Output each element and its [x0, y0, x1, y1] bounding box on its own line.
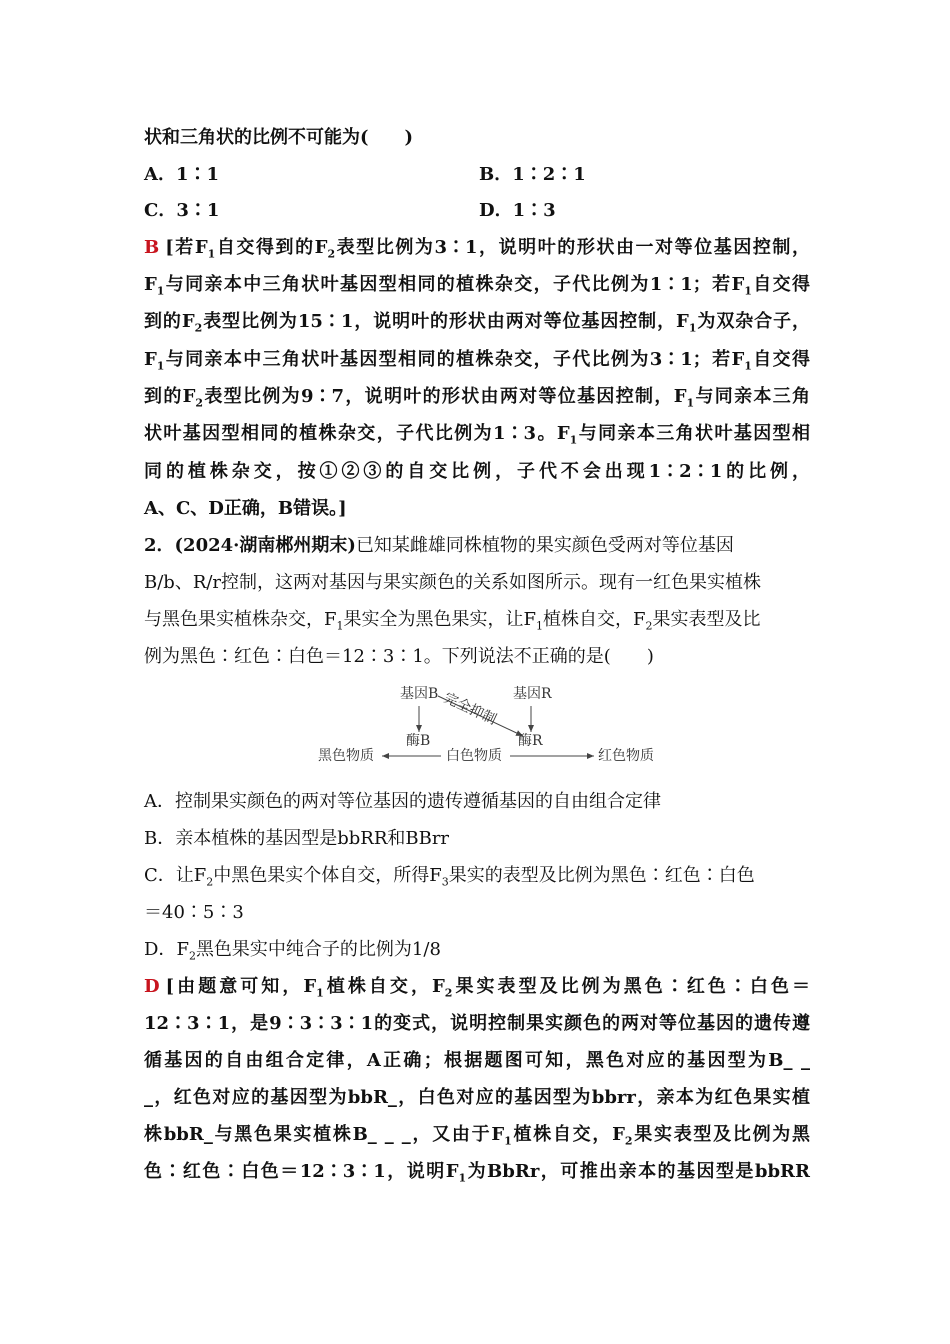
diagram-gene-r: 基因R: [513, 686, 552, 702]
q1-explanation-line-7: 同的植株杂交，按①②③的自交比例，子代不会出现1∶2∶1的比例，: [144, 461, 810, 482]
q2-explanation-line-4: _，红色对应的基因型为bbR_，白色对应的基因型为bbrr，亲本为红色果实植: [144, 1087, 810, 1108]
q2-explanation-line-6: 色∶红色∶白色＝12∶3∶1，说明$F_1$为BbRr，可推出亲本的基因型是bbRR: [144, 1161, 810, 1185]
q1-explanation-line-3: 到的$F_2$表型比例为15∶1，说明叶的形状由两对等位基因控制，$F_1$为双杂合子，: [144, 311, 811, 335]
q1-option-b: B．1∶2∶1: [479, 164, 586, 185]
q2-option-d: D．$F_2$黑色果实中纯合子的比例为1/8: [144, 939, 441, 963]
q1-explanation-line-2: $F_1$与同亲本中三角状叶基因型相同的植株杂交，子代比例为1∶1；若$F_1$自交得: [144, 274, 811, 298]
q1-explanation-line-4: $F_1$与同亲本中三角状叶基因型相同的植株杂交，子代比例为3∶1；若$F_1$自交得: [144, 349, 811, 373]
q1-answer-letter: B: [144, 237, 160, 258]
diagram-enzyme-r: 酶R: [518, 733, 543, 749]
q2-stem-line-2: B/b、R/r控制，这两对基因与果实颜色的关系如图所示。现有一红色果实植株: [144, 572, 762, 593]
q2-number: 2．: [144, 535, 175, 556]
q1-explanation-line-5: 到的$F_2$表型比例为9∶7，说明叶的形状由两对等位基因控制，$F_1$与同亲本三角: [144, 386, 811, 410]
q2-stem-text-1: 已知某雌雄同株植物的果实颜色受两对等位基因: [355, 535, 734, 556]
gene-pathway-diagram: [318, 684, 654, 768]
q1-option-c: C．3∶1: [144, 200, 220, 221]
q2-stem-line-3: 与黑色果实植株杂交，$F_1$果实全为黑色果实，让$F_1$植株自交，$F_2$果实表型及比: [144, 609, 761, 633]
q2-explanation-line-3: 循基因的自由组合定律，A正确；根据题图可知，黑色对应的基因型为B_ _: [144, 1050, 810, 1071]
q2-answer-letter: D: [144, 976, 160, 997]
diagram-black-substance: 黑色物质: [318, 748, 374, 764]
diagram-gene-b: 基因B: [400, 686, 439, 702]
q2-explanation-line-1: [144, 975, 810, 999]
q2-option-a: A．控制果实颜色的两对等位基因的遗传遵循基因的自由组合定律: [144, 791, 661, 812]
q1-explanation-line-1: [144, 236, 810, 260]
diagram-inhibit-label: 完全抑制: [441, 690, 499, 729]
q1-explanation-line-6: 状叶基因型相同的植株杂交，子代比例为1∶3。$F_1$与同亲本三角状叶基因型相: [144, 423, 811, 447]
q1-explanation-text-1: [若$F_1$自交得到的$F_2$表型比例为3∶1，说明叶的形状由一对等位基因控制，: [165, 237, 810, 261]
diagram-red-substance: 红色物质: [598, 748, 654, 764]
q2-option-c-cont: ＝40∶5∶3: [144, 902, 244, 923]
q2-option-b: B．亲本植株的基因型是bbRR和BBrr: [144, 828, 450, 849]
q2-explanation-line-2: 12∶3∶1，是9∶3∶3∶1的变式，说明控制果实颜色的两对等位基因的遗传遵: [144, 1013, 810, 1034]
diagram-enzyme-b: 酶B: [406, 733, 431, 749]
q2-stem-line-4: 例为黑色∶红色∶白色＝12∶3∶1。下列说法不正确的是( ): [144, 646, 654, 667]
q1-explanation-line-8: A、C、D正确，B错误。]: [144, 498, 347, 519]
q1-stem-tail: 状和三角状的比例不可能为( ): [144, 127, 414, 148]
diagram-white-substance: 白色物质: [446, 748, 502, 764]
q1-option-d: D．1∶3: [479, 200, 556, 221]
q2-source: (2024·湖南郴州期末): [174, 535, 356, 556]
q2-explanation-text-1: [由题意可知，$F_1$植株自交，$F_2$果实表型及比例为黑色∶红色∶白色＝: [165, 976, 810, 1000]
q2-explanation-line-5: 株bbR_与黑色果实植株B_ _ _，又由于$F_1$植株自交，$F_2$果实表型及比例为黑: [144, 1124, 811, 1148]
q2-option-c: C．让$F_2$中黑色果实个体自交，所得$F_3$果实的表型及比例为黑色∶红色∶白色: [144, 865, 755, 889]
q2-stem-line-1: [144, 534, 810, 558]
q1-option-a: A．1∶1: [144, 164, 220, 185]
